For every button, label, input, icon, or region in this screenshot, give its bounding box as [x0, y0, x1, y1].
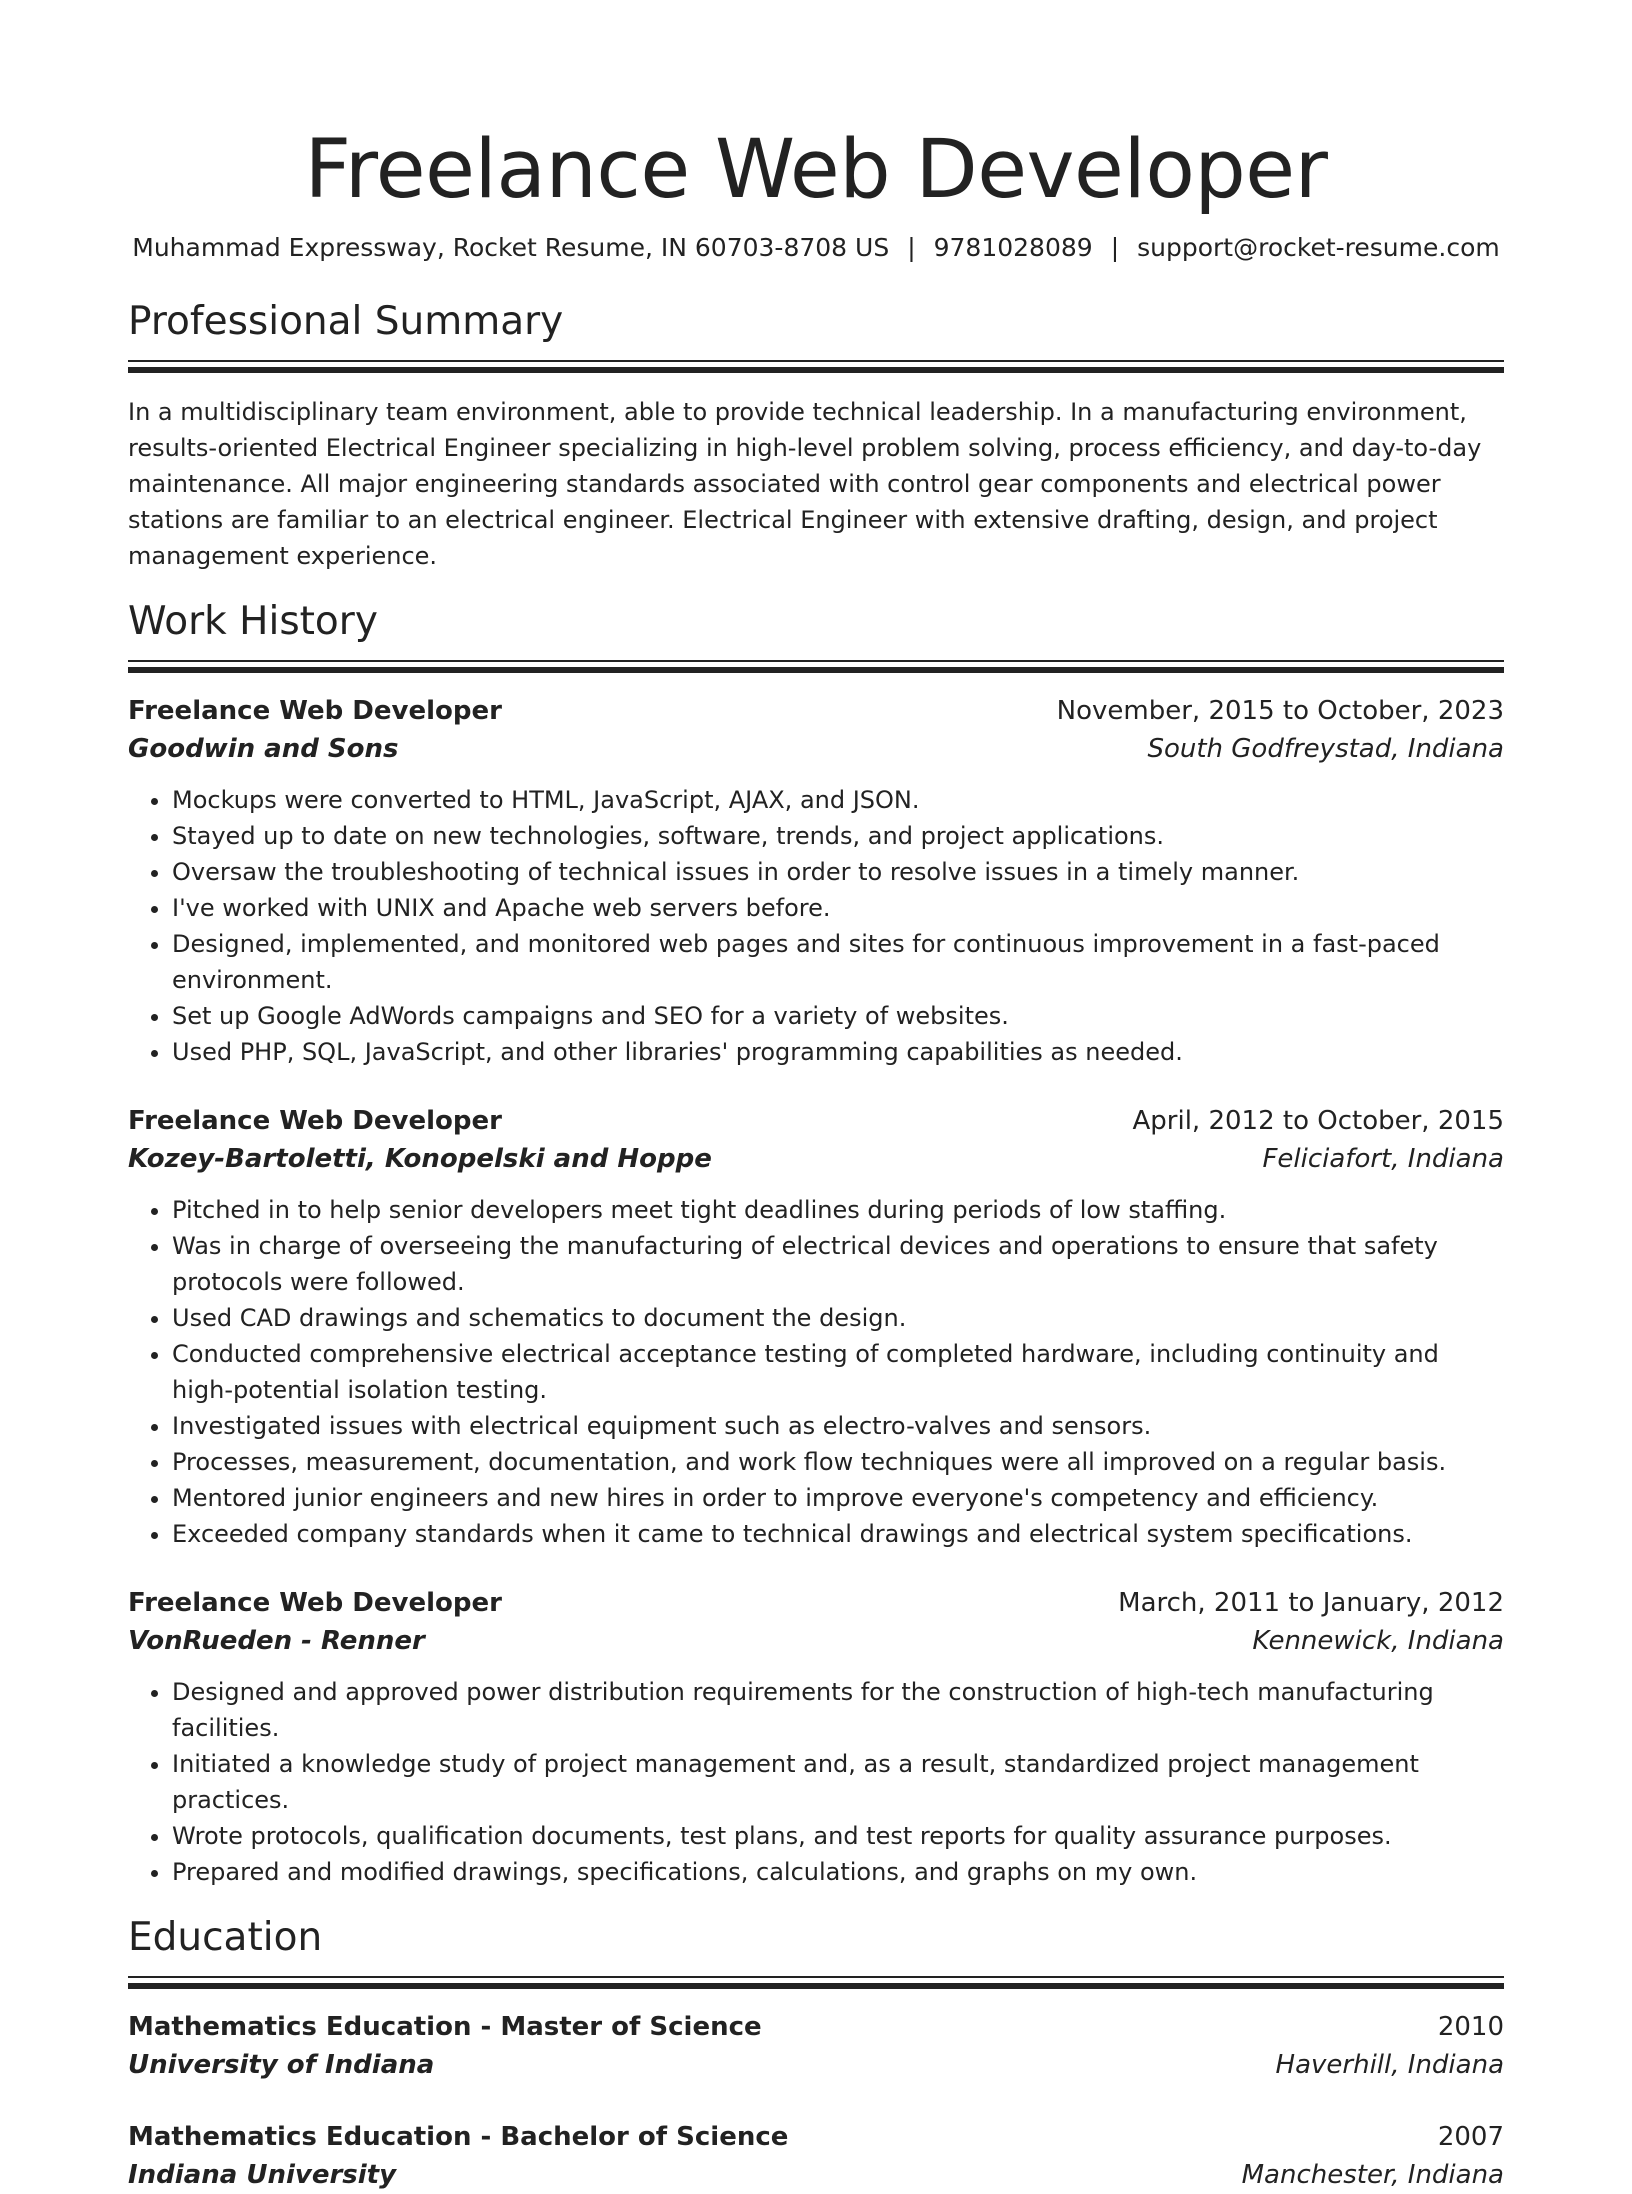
job-bullet: • Used PHP, SQL, JavaScript, and other libraries' programming capabilities as needed.: [172, 1034, 1504, 1070]
job-bullet: • Conducted comprehensive electrical acceptance testing of completed hardware, including continuity and high-potential isolation testing.: [172, 1336, 1504, 1408]
education-year: 2007: [1437, 2122, 1504, 2152]
job-bullet: • Wrote protocols, qualification documents, test plans, and test reports for quality assurance purposes.: [172, 1818, 1504, 1854]
contact-address: Muhammad Expressway, Rocket Resume, IN 60703-8708 US: [132, 233, 890, 262]
job-bullets: [128, 782, 1504, 1070]
section-divider-thick: [128, 1983, 1504, 1994]
summary-section: [128, 298, 1504, 574]
job-bullets: [128, 1192, 1504, 1552]
education-header: [128, 2118, 1504, 2156]
contact-email: support@rocket-resume.com: [1137, 233, 1500, 262]
job-bullet: • Initiated a knowledge study of project management and, as a result, standardized project management practices.: [172, 1746, 1504, 1818]
education-location: Manchester, Indiana: [1241, 2160, 1504, 2190]
contact-phone: 9781028089: [933, 233, 1093, 262]
section-divider: [128, 360, 1504, 367]
section-divider: [128, 1976, 1504, 1983]
job-bullet: • Stayed up to date on new technologies, software, trends, and project applications.: [172, 818, 1504, 854]
job-role: Freelance Web Developer: [128, 1106, 502, 1136]
education-section: [128, 1914, 1504, 2194]
resume-page: [128, 0, 1504, 2194]
job-bullet: • Oversaw the troubleshooting of technical issues in order to resolve issues in a timely manner.: [172, 854, 1504, 890]
job-bullet: • I've worked with UNIX and Apache web servers before.: [172, 890, 1504, 926]
job-bullet: • Exceeded company standards when it came to technical drawings and electrical system specifications.: [172, 1516, 1504, 1552]
education-year: 2010: [1437, 2012, 1504, 2042]
job-location: Kennewick, Indiana: [1252, 1626, 1504, 1656]
job-subheader: [128, 1622, 1504, 1660]
job-entry: [128, 1584, 1504, 1890]
section-divider-thick: [128, 367, 1504, 378]
education-location: Haverhill, Indiana: [1275, 2050, 1504, 2080]
job-entry: [128, 692, 1504, 1070]
summary-text: In a multidisciplinary team environment, able to provide technical leadership. In a manufacturing environment, results-oriented Electrical Engineer specializing in high-level problem solving, process efficiency, and day-to-day maintenance. All major engineering standards associated with control gear components and electrical power stations are familiar to an electrical engineer. Electrical Engineer with extensive drafting, design, and project management experience.: [128, 398, 1482, 570]
job-bullet: • Pitched in to help senior developers meet tight deadlines during periods of low staffing.: [172, 1192, 1504, 1228]
resume-name: Freelance Web Developer: [304, 123, 1328, 217]
job-bullet: • Mentored junior engineers and new hires in order to improve everyone's competency and efficiency.: [172, 1480, 1504, 1516]
job-bullets: [128, 1674, 1504, 1890]
job-subheader: [128, 1140, 1504, 1178]
education-school: Indiana University: [128, 2160, 397, 2190]
education-subheader: [128, 2156, 1504, 2194]
section-title-summary: Professional Summary: [128, 299, 564, 344]
job-subheader: [128, 730, 1504, 768]
education-subheader: [128, 2046, 1504, 2084]
job-company: Kozey-Bartoletti, Konopelski and Hoppe: [128, 1144, 712, 1174]
education-entry: [128, 2008, 1504, 2084]
job-bullet: • Processes, measurement, documentation, and work flow techniques were all improved on a regular basis.: [172, 1444, 1504, 1480]
education-degree: Mathematics Education - Bachelor of Science: [128, 2122, 789, 2152]
job-bullet: • Mockups were converted to HTML, JavaScript, AJAX, and JSON.: [172, 782, 1504, 818]
job-bullet: • Set up Google AdWords campaigns and SEO for a variety of websites.: [172, 998, 1504, 1034]
education-degree: Mathematics Education - Master of Science: [128, 2012, 762, 2042]
section-title-work-history: Work History: [128, 599, 378, 644]
job-header: [128, 692, 1504, 730]
education-header: [128, 2008, 1504, 2046]
job-header: [128, 1584, 1504, 1622]
job-company: VonRueden - Renner: [128, 1626, 425, 1656]
section-title-education: Education: [128, 1915, 323, 1960]
job-bullet: • Designed, implemented, and monitored web pages and sites for continuous improvement in a fast-paced environment.: [172, 926, 1504, 998]
job-bullet: • Used CAD drawings and schematics to document the design.: [172, 1300, 1504, 1336]
section-divider-thick: [128, 667, 1504, 678]
job-location: South Godfreystad, Indiana: [1147, 734, 1504, 764]
job-company: Goodwin and Sons: [128, 734, 399, 764]
job-role: Freelance Web Developer: [128, 696, 502, 726]
job-entry: [128, 1102, 1504, 1552]
job-dates: April, 2012 to October, 2015: [1132, 1106, 1504, 1136]
contact-separator: |: [1110, 233, 1120, 262]
education-entry: [128, 2118, 1504, 2194]
education-school: University of Indiana: [128, 2050, 435, 2080]
job-bullet: • Prepared and modified drawings, specifications, calculations, and graphs on my own.: [172, 1854, 1504, 1890]
job-bullet: • Designed and approved power distribution requirements for the construction of high-tech manufacturing facilities.: [172, 1674, 1504, 1746]
job-location: Feliciafort, Indiana: [1262, 1144, 1504, 1174]
job-role: Freelance Web Developer: [128, 1588, 502, 1618]
job-bullet: • Was in charge of overseeing the manufacturing of electrical devices and operations to ensure that safety protocols were followed.: [172, 1228, 1504, 1300]
contact-separator: |: [907, 233, 916, 262]
section-divider: [128, 660, 1504, 667]
job-dates: March, 2011 to January, 2012: [1118, 1588, 1504, 1618]
work-history-section: [128, 598, 1504, 1890]
contact-line: [128, 232, 1504, 264]
job-dates: November, 2015 to October, 2023: [1056, 696, 1504, 726]
job-header: [128, 1102, 1504, 1140]
job-bullet: • Investigated issues with electrical equipment such as electro-valves and sensors.: [172, 1408, 1504, 1444]
